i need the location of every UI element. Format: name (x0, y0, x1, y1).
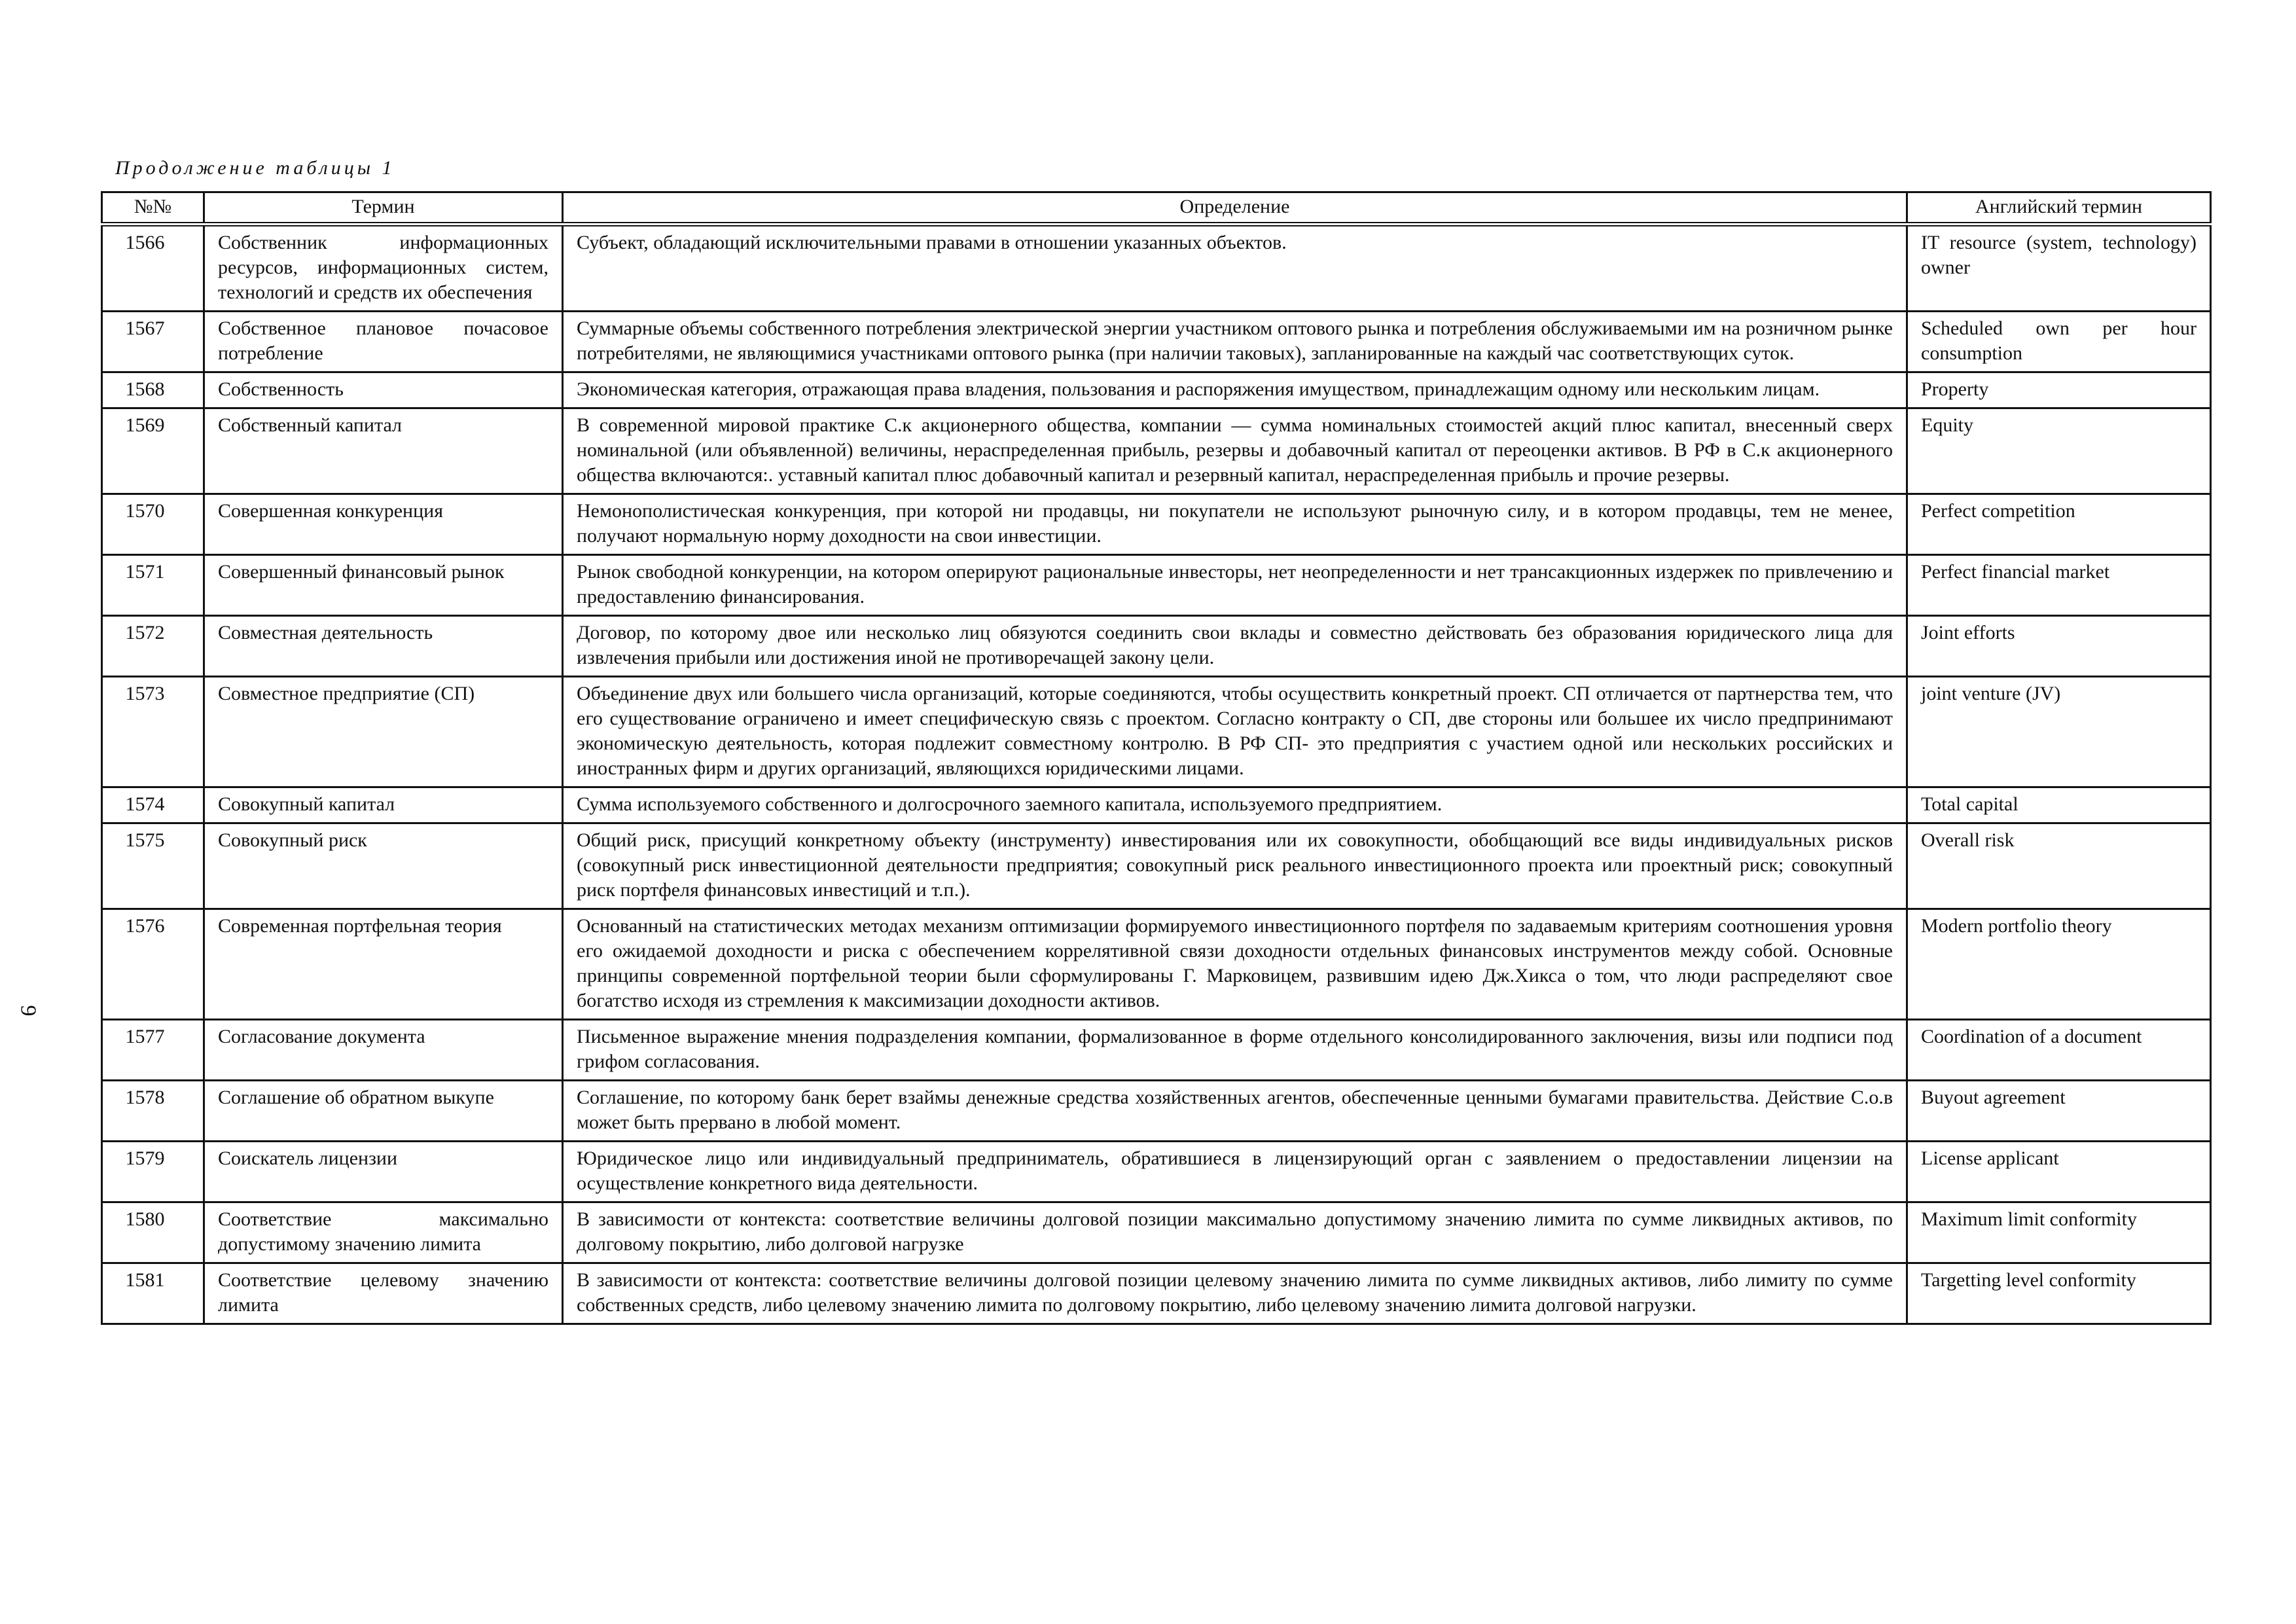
row-term: Совокупный риск (204, 823, 563, 909)
row-english-term: Scheduled own per hour consumption (1907, 312, 2211, 372)
row-number: 1567 (102, 312, 204, 372)
table-row (102, 408, 2211, 494)
row-english-term: Perfect competition (1907, 494, 2211, 555)
row-number: 1575 (102, 823, 204, 909)
row-number: 1574 (102, 787, 204, 823)
row-number: 1571 (102, 555, 204, 616)
row-definition: Субъект, обладающий исключительными правами в отношении указанных объектов. (563, 225, 1907, 312)
row-english-term: Targetting level conformity (1907, 1263, 2211, 1324)
row-definition: Юридическое лицо или индивидуальный предприниматель, обратившиеся в лицензирующий орган с заявлением о предоставлении лицензии на осуществление конкретного вида деятельности. (563, 1142, 1907, 1202)
glossary-table (101, 191, 2212, 1325)
row-term: Согласование документа (204, 1020, 563, 1081)
row-number: 1573 (102, 677, 204, 787)
table-row (102, 909, 2211, 1020)
row-definition: В зависимости от контекста: соответствие величины долговой позиции целевому значению лимита по сумме ликвидных активов, либо лимиту по сумме собственных средств, либо целевому значению лимита по долговому покрытию, либо целевому значению лимита долговой нагрузки. (563, 1263, 1907, 1324)
header-english: Английский термин (1907, 192, 2211, 225)
row-definition: Письменное выражение мнения подразделения компании, формализованное в форме отдельного консолидированного заключения, визы или подписи под грифом согласования. (563, 1020, 1907, 1081)
row-number: 1568 (102, 372, 204, 408)
table-row (102, 1202, 2211, 1263)
row-english-term: Modern portfolio theory (1907, 909, 2211, 1020)
page-number: 9 (16, 1005, 41, 1017)
row-english-term: Property (1907, 372, 2211, 408)
row-term: Совершенный финансовый рынок (204, 555, 563, 616)
table-row (102, 1142, 2211, 1202)
row-number: 1576 (102, 909, 204, 1020)
row-definition: Основанный на статистических методах механизм оптимизации формируемого инвестиционного портфеля по задаваемым критериям соотношения уровня его ожидаемой доходности и риска с обеспечением коррелятивной связи доходности отдельных финансовых инструментов между собой. Основные принципы современной портфельной теории были сформулированы Г. Марковицем, развившим идею Дж.Хикса о том, что люди распределяют свое богатство исходя из стремления к максимизации доходности активов. (563, 909, 1907, 1020)
row-term: Современная портфельная теория (204, 909, 563, 1020)
row-number: 1577 (102, 1020, 204, 1081)
row-term: Собственность (204, 372, 563, 408)
row-definition: Общий риск, присущий конкретному объекту (инструменту) инвестирования или их совокупности, обобщающий все виды индивидуальных рисков (совокупный риск инвестиционной деятельности предприятия; совокупный риск реального инвестиционного проекта или проектный риск; совокупный риск портфеля финансовых инвестиций и т.п.). (563, 823, 1907, 909)
row-term: Совокупный капитал (204, 787, 563, 823)
row-english-term: joint venture (JV) (1907, 677, 2211, 787)
row-term: Собственное плановое почасовое потребление (204, 312, 563, 372)
row-definition: Немонополистическая конкуренция, при которой ни продавцы, ни покупатели не используют рыночную силу, и в котором продавцы, тем не менее, получают нормальную норму доходности на свои инвестиции. (563, 494, 1907, 555)
table-row (102, 1263, 2211, 1324)
table-row (102, 1081, 2211, 1142)
row-term: Совершенная конкуренция (204, 494, 563, 555)
header-row (102, 192, 2211, 225)
table-row (102, 225, 2211, 312)
table-row (102, 677, 2211, 787)
row-term: Совместное предприятие (СП) (204, 677, 563, 787)
row-term: Соискатель лицензии (204, 1142, 563, 1202)
row-term: Соответствие максимально допустимому значению лимита (204, 1202, 563, 1263)
table-row (102, 555, 2211, 616)
row-number: 1580 (102, 1202, 204, 1263)
row-english-term: Equity (1907, 408, 2211, 494)
row-english-term: Maximum limit conformity (1907, 1202, 2211, 1263)
row-english-term: License applicant (1907, 1142, 2211, 1202)
row-english-term: Coordination of a document (1907, 1020, 2211, 1081)
table-row (102, 494, 2211, 555)
row-english-term: Total capital (1907, 787, 2211, 823)
row-number: 1570 (102, 494, 204, 555)
row-number: 1566 (102, 225, 204, 312)
table-row (102, 1020, 2211, 1081)
row-term: Соглашение об обратном выкупе (204, 1081, 563, 1142)
row-definition: Рынок свободной конкуренции, на котором оперируют рациональные инвесторы, нет неопределенности и нет трансакционных издержек по привлечению и предоставлению финансирования. (563, 555, 1907, 616)
row-number: 1569 (102, 408, 204, 494)
row-term: Собственный капитал (204, 408, 563, 494)
header-definition: Определение (563, 192, 1907, 225)
row-english-term: IT resource (system, technology) owner (1907, 225, 2211, 312)
row-definition: Экономическая категория, отражающая права владения, пользования и распоряжения имуществом, принадлежащим одному или нескольким лицам. (563, 372, 1907, 408)
header-num: №№ (102, 192, 204, 225)
row-english-term: Overall risk (1907, 823, 2211, 909)
row-definition: Суммарные объемы собственного потребления электрической энергии участником оптового рынка и потребления обслуживаемыми им на розничном рынке потребителями, не являющимися участниками оптового рынка (при наличии таковых), запланированные на каждый час соответствующих суток. (563, 312, 1907, 372)
row-term: Соответствие целевому значению лимита (204, 1263, 563, 1324)
row-definition: Соглашение, по которому банк берет взаймы денежные средства хозяйственных агентов, обеспеченные ценными бумагами правительства. Действие С.о.в может быть прервано в любой момент. (563, 1081, 1907, 1142)
table-caption: Продолжение таблицы 1 (115, 157, 395, 179)
row-definition: В современной мировой практике С.к акционерного общества, компании — сумма номинальных стоимостей акций плюс капитал, внесенный сверх номинальной (или объявленной) величины, нераспределенная прибыль, резервы и добавочный капитал от переоценки активов. В РФ в С.к акционерного общества включаются:. уставный капитал плюс добавочный капитал и резервный капитал, нераспределенная прибыль и прочие резервы. (563, 408, 1907, 494)
table-row (102, 372, 2211, 408)
row-term: Совместная деятельность (204, 616, 563, 677)
row-english-term: Buyout agreement (1907, 1081, 2211, 1142)
table-row (102, 312, 2211, 372)
header-term: Термин (204, 192, 563, 225)
table-row (102, 823, 2211, 909)
table-row (102, 787, 2211, 823)
row-number: 1572 (102, 616, 204, 677)
row-definition: Сумма используемого собственного и долгосрочного заемного капитала, используемого предприятием. (563, 787, 1907, 823)
row-number: 1578 (102, 1081, 204, 1142)
row-definition: Объединение двух или большего числа организаций, которые соединяются, чтобы осуществить конкретный проект. СП отличается от партнерства тем, что его существование ограничено и имеет специфическую связь с проектом. Согласно контракту о СП, две стороны или большее их число предпринимают экономическую деятельность, которая подлежит совместному контролю. В РФ СП- это предприятия с участием одной или нескольких российских и иностранных фирм и других организаций, являющихся юридическими лицами. (563, 677, 1907, 787)
row-english-term: Perfect financial market (1907, 555, 2211, 616)
row-definition: Договор, по которому двое или несколько лиц обязуются соединить свои вклады и совместно действовать без образования юридического лица для извлечения прибыли или достижения иной не противоречащей закону цели. (563, 616, 1907, 677)
row-definition: В зависимости от контекста: соответствие величины долговой позиции максимально допустимому значению лимита по сумме ликвидных активов, по долговому покрытию, либо долговой нагрузке (563, 1202, 1907, 1263)
row-term: Собственник информационных ресурсов, информационных систем, технологий и средств их обеспечения (204, 225, 563, 312)
row-english-term: Joint efforts (1907, 616, 2211, 677)
row-number: 1581 (102, 1263, 204, 1324)
table-row (102, 616, 2211, 677)
row-number: 1579 (102, 1142, 204, 1202)
